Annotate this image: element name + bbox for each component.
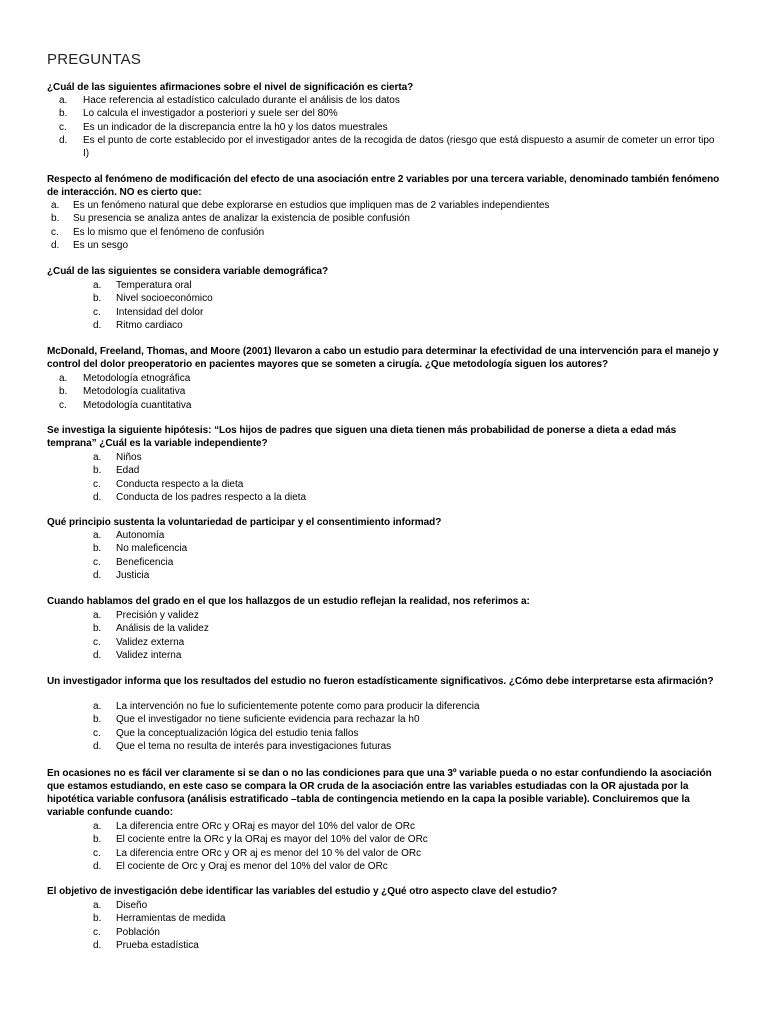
option-b: b. Metodología cualitativa	[59, 386, 186, 398]
option-b: b. Lo calcula el investigador a posteriori y suele ser del 80%	[59, 108, 338, 120]
option-b: b. Su presencia se analiza antes de analizar la existencia de posible confusión	[51, 213, 410, 225]
question-5: Se investiga la siguiente hipótesis: “Los hijos de padres que siguen una dieta tienen más probabilidad de ponerse a dieta a edad más temprana” ¿Cuál es la variable independiente?	[47, 425, 677, 449]
page-title: PREGUNTAS	[47, 51, 142, 68]
option-d: d. El cociente de Orc y Oraj es menor del 10% del valor de ORc	[93, 860, 388, 872]
option-c: c. Es un indicador de la discrepancia entre la h0 y los datos muestrales	[59, 121, 388, 133]
question-10-options	[93, 899, 723, 952]
option-c: c. Que la conceptualización lógica del estudio tenia fallos	[93, 727, 359, 739]
question-10: El objetivo de investigación debe identificar las variables del estudio y ¿Qué otro aspecto clave del estudio?	[47, 886, 558, 897]
question-8: Un investigador informa que los resultados del estudio no fueron estadísticamente significativos. ¿Cómo debe interpretarse esta afirmación?	[47, 676, 714, 687]
option-c: c. Es lo mismo que el fenómeno de confusión	[51, 226, 265, 238]
option-a: a. Temperatura oral	[93, 280, 192, 291]
option-a: a. Diseño	[93, 900, 148, 911]
option-c: c. Intensidad del dolor	[93, 306, 204, 318]
question-9: En ocasiones no es fácil ver claramente si se dan o no las condiciones para que una 3º variable pueda o no estar confundiendo la asociación que estamos estudiando, en este caso se compara la OR cruda de la asociación entre las variables estudiadas con la OR ajustada por la hipotética variable confusora (análisis estratificado –tabla de contingencia metiendo en la capa la posible variable). Concluiremos que la variable confunde cuando:	[47, 768, 712, 818]
option-d: d. Prueba estadística	[93, 939, 199, 951]
question-2-options	[51, 199, 721, 252]
option-b: b. El cociente entre la ORc y la ORaj es mayor del 10% del valor de ORc	[93, 834, 428, 846]
question-5-options	[93, 451, 723, 504]
option-d: d. Es un sesgo	[51, 239, 129, 251]
option-b: b. Análisis de la validez	[93, 623, 209, 635]
option-a: a. Metodología etnográfica	[59, 373, 191, 384]
option-c: c. Beneficencia	[93, 556, 174, 568]
question-9-options	[93, 820, 723, 873]
option-a: a. Niños	[93, 452, 142, 463]
option-b: b. No maleficencia	[93, 543, 188, 555]
question-3: ¿Cuál de las siguientes se considera variable demográfica?	[47, 266, 329, 277]
option-d: d. Que el tema no resulta de interés para investigaciones futuras	[93, 740, 392, 752]
option-b: b. Edad	[93, 465, 140, 477]
option-c: c. Validez externa	[93, 636, 185, 648]
question-3-options	[93, 279, 723, 332]
question-8-options	[93, 700, 723, 753]
question-1: ¿Cuál de las siguientes afirmaciones sobre el nivel de significación es cierta?	[47, 82, 414, 93]
question-7: Cuando hablamos del grado en el que los hallazgos de un estudio reflejan la realidad, nos referimos a:	[47, 596, 530, 607]
option-d: d. Ritmo cardiaco	[93, 319, 183, 331]
option-d: d. Conducta de los padres respecto a la dieta	[93, 491, 307, 503]
question-4: McDonald, Freeland, Thomas, and Moore (2001) llevaron a cabo un estudio para determinar la efectividad de una intervención para el manejo y control del dolor preoperatorio en pacientes mayores que se someten a cirugía. ¿Que metodología siguen los autores?	[47, 346, 719, 370]
option-a: a. Precisión y validez	[93, 610, 199, 621]
option-c: c. La diferencia entre ORc y OR aj es menor del 10 % del valor de ORc	[93, 847, 422, 859]
option-d: d. Justicia	[93, 569, 150, 581]
question-7-options	[93, 609, 723, 662]
option-d: d. Es el punto de corte establecido por el investigador antes de la recogida de datos (riesgo que está dispuesto a asumir de cometer un error tipo I)	[59, 134, 715, 160]
question-2: Respecto al fenómeno de modificación del efecto de una asociación entre 2 variables por una tercera variable, denominado también fenómeno de interacción. NO es cierto que:	[47, 174, 720, 198]
option-b: b. Nivel socioeconómico	[93, 293, 213, 305]
option-a: a. La diferencia entre ORc y ORaj es mayor del 10% del valor de ORc	[93, 821, 416, 832]
option-a: a. Hace referencia al estadístico calculado durante el análisis de los datos	[59, 95, 400, 106]
option-b: b. Que el investigador no tiene suficiente evidencia para rechazar la h0	[93, 714, 420, 726]
option-d: d. Validez interna	[93, 649, 182, 661]
question-6: Qué principio sustenta la voluntariedad de participar y el consentimiento informad?	[47, 517, 442, 528]
question-1-options	[59, 94, 719, 160]
option-a: a. La intervención no fue lo suficientemente potente como para producir la diferencia	[93, 701, 480, 712]
option-a: a. Autonomía	[93, 530, 165, 541]
option-b: b. Herramientas de medida	[93, 913, 226, 925]
option-a: a. Es un fenómeno natural que debe explorarse en estudios que impliquen mas de 2 variables independientes	[51, 200, 550, 211]
option-c: c. Conducta respecto a la dieta	[93, 478, 244, 490]
option-c: c. Población	[93, 926, 160, 938]
question-6-options	[93, 529, 723, 582]
question-4-options	[59, 372, 719, 412]
option-c: c. Metodología cuantitativa	[59, 399, 192, 411]
